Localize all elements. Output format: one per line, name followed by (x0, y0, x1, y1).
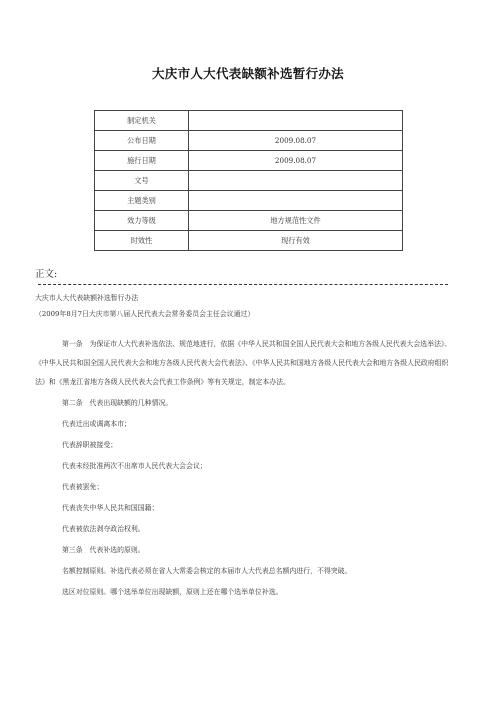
document-body (35, 290, 453, 605)
metadata-label: 制定机关 (95, 111, 189, 131)
article-paragraph: 第二条 代表出现缺额的几种情况。 (62, 399, 173, 408)
metadata-label: 主题类别 (95, 191, 189, 211)
metadata-row (95, 111, 403, 131)
article-paragraph: 第一条 为保证市人大代表补选依法、规范地进行，依据《中华人民共和国全国人民代表大会和地方各级人民代表大会选举法》、《中华人民共和国全国人民代表大会和地方各级人民代表大会代表法》、《中华人民共和国地方各级人民代表大会和地方各级人民政府组织法》和《黑龙江省地方各级人民代表大会代表工作条例》等有关规定，制定本办法。 (35, 340, 452, 386)
metadata-row (95, 151, 403, 171)
metadata-label: 施行日期 (95, 151, 189, 171)
metadata-row (95, 191, 403, 211)
metadata-label: 文号 (95, 171, 189, 191)
article-paragraph: 名额控制原则。补选代表必须在省人大常委会核定的本届市人大代表总名额内进行，不得突破。 (62, 567, 352, 576)
metadata-value: 2009.08.07 (189, 151, 403, 171)
metadata-label: 效力等级 (95, 211, 189, 231)
metadata-label: 时效性 (95, 231, 189, 251)
article-paragraph: 代表迁出或调离本市； (62, 420, 131, 429)
article-paragraph: 代表被罢免； (62, 483, 104, 492)
document-title: 大庆市人大代表缺额补选暂行办法 (151, 66, 344, 81)
metadata-row (95, 171, 403, 191)
metadata-label: 公布日期 (95, 131, 189, 151)
metadata-row (95, 231, 403, 251)
article-paragraph: 代表辞职被接受； (62, 441, 118, 450)
body-label: 正文: (35, 269, 58, 280)
metadata-row (95, 211, 403, 231)
article-paragraph: 代表被依法剥夺政治权利。 (62, 525, 145, 534)
metadata-value (189, 191, 403, 211)
article-paragraph: 代表未经批准两次不出席市人民代表大会会议； (62, 462, 207, 471)
article-paragraphs (35, 335, 453, 600)
metadata-table (94, 110, 403, 251)
dashed-divider (38, 284, 448, 285)
metadata-value: 现行有效 (189, 231, 403, 251)
metadata-value: 2009.08.07 (189, 131, 403, 151)
metadata-value (189, 171, 403, 191)
article-paragraph: 代表丧失中华人民共和国国籍； (62, 504, 159, 513)
metadata-row (95, 131, 403, 151)
metadata-value (189, 111, 403, 131)
article-paragraph: 选区对位原则。哪个选举单位出现缺额，原则上还在哪个选举单位补选。 (62, 588, 283, 597)
metadata-value: 地方规范性文件 (189, 211, 403, 231)
adoption-note: （2009年8月7日大庆市第八届人民代表大会常务委员会主任会议通过） (35, 310, 255, 318)
article-paragraph: 第三条 代表补选的原则。 (62, 546, 145, 555)
paragraph-gap (35, 322, 453, 335)
doc-name: 大庆市人大代表缺额补选暂行办法 (35, 294, 139, 302)
